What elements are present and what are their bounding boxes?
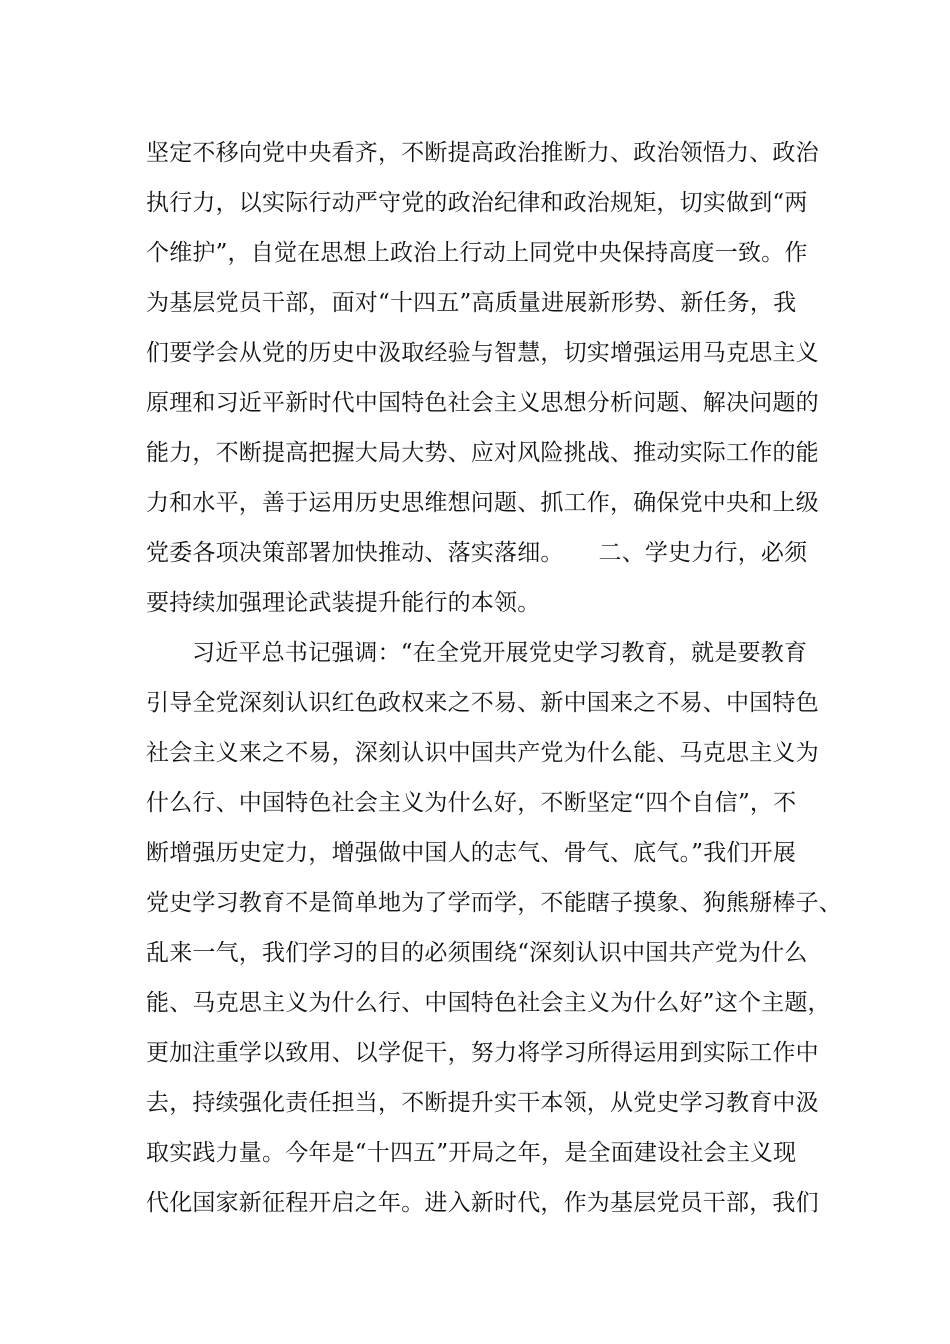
- paragraph-line: 个维护”，自觉在思想上政治上行动上同党中央保持高度一致。作: [146, 240, 808, 266]
- paragraph-line: 坚定不移向党中央看齐，不断提高政治推断力、政治领悟力、政治: [146, 140, 819, 166]
- paragraph-line: 能力，不断提高把握大局大势、应对风险挑战、推动实际工作的能: [146, 440, 819, 466]
- paragraph-line: 什么行、中国特色社会主义为什么好，不断坚定“四个自信”，不: [146, 790, 797, 816]
- paragraph-line: 党委各项决策部署加快推动、落实落细。 二、学史力行，必须: [146, 540, 808, 566]
- paragraph-line: 为基层党员干部，面对“十四五”高质量进展新形势、新任务，我: [146, 290, 797, 316]
- paragraph-line: 习近平总书记强调：“在全党开展党史学习教育，就是要教育: [192, 640, 808, 666]
- paragraph-line: 党史学习教育不是简单地为了学而学，不能瞎子摸象、狗熊掰棒子、: [146, 890, 842, 916]
- paragraph-line: 更加注重学以致用、以学促干，努力将学习所得运用到实际工作中: [146, 1040, 819, 1066]
- paragraph-line: 社会主义来之不易，深刻认识中国共产党为什么能、马克思主义为: [146, 740, 819, 766]
- paragraph-line: 引导全党深刻认识红色政权来之不易、新中国来之不易、中国特色: [146, 690, 819, 716]
- paragraph-line: 代化国家新征程开启之年。进入新时代，作为基层党员干部，我们: [146, 1190, 819, 1216]
- paragraph-1: [146, 128, 818, 628]
- paragraph-line: 乱来一气，我们学习的目的必须围绕“深刻认识中国共产党为什么: [146, 940, 808, 966]
- paragraph-2: [146, 628, 842, 1228]
- paragraph-line: 力和水平，善于运用历史思维想问题、抓工作，确保党中央和上级: [146, 490, 819, 516]
- paragraph-line: 原理和习近平新时代中国特色社会主义思想分析问题、解决问题的: [146, 390, 819, 416]
- paragraph-line: 能、马克思主义为什么行、中国特色社会主义为什么好”这个主题，: [146, 990, 831, 1016]
- paragraph-line: 取实践力量。今年是“十四五”开局之年，是全面建设社会主义现: [146, 1140, 797, 1166]
- paragraph-line: 断增强历史定力，增强做中国人的志气、骨气、底气。”我们开展: [146, 840, 797, 866]
- paragraph-line: 去，持续强化责任担当，不断提升实干本领，从党史学习教育中汲: [146, 1090, 819, 1116]
- paragraph-line: 要持续加强理论武装提升能行的本领。: [146, 590, 541, 616]
- paragraph-line: 执行力，以实际行动严守党的政治纪律和政治规矩，切实做到“两: [146, 190, 808, 216]
- paragraph-line: 们要学会从党的历史中汲取经验与智慧，切实增强运用马克思主义: [146, 340, 819, 366]
